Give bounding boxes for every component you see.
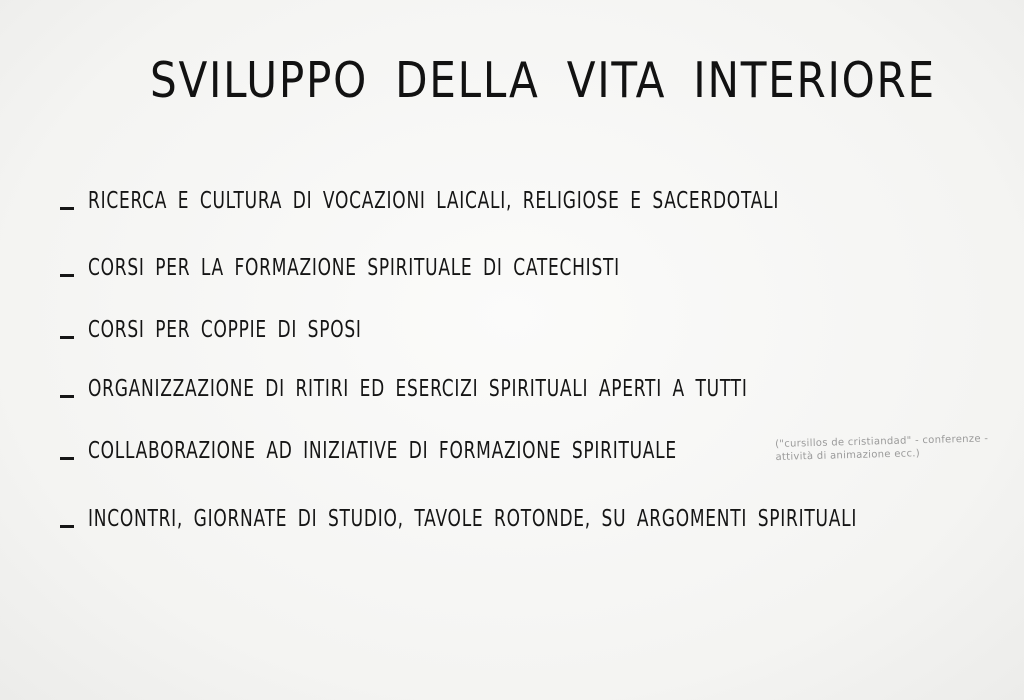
dash-bullet (60, 207, 74, 210)
list-item-text: COLLABORAZIONE AD INIZIATIVE DI FORMAZIONE SPIRITUALE (88, 438, 677, 464)
list-item (60, 376, 979, 402)
dash-bullet (60, 336, 74, 339)
list-item-text: ORGANIZZAZIONE DI RITIRI ED ESERCIZI SPIRITUALI APERTI A TUTTI (88, 376, 748, 402)
dash-bullet (60, 525, 74, 528)
list-item (60, 438, 884, 464)
side-note (775, 431, 1024, 464)
dash-bullet (60, 457, 74, 460)
dash-bullet (60, 395, 74, 398)
list-item-text: CORSI PER COPPIE DI SPOSI (88, 317, 362, 343)
page-title: SVILUPPO DELLA VITA INTERIORE (150, 52, 936, 109)
dash-bullet (60, 274, 74, 277)
side-note-line: ("cursillos de cristiandad" - conferenze - (775, 433, 989, 450)
list-item-text: RICERCA E CULTURA DI VOCAZIONI LAICALI, RELIGIOSE E SACERDOTALI (88, 188, 780, 214)
list-item (60, 506, 1024, 532)
side-note-line: attività di animazione ecc.) (775, 448, 921, 463)
list-item (60, 317, 458, 343)
list-item-text: INCONTRI, GIORNATE DI STUDIO, TAVOLE ROTONDE, SU ARGOMENTI SPIRITUALI (88, 506, 858, 532)
list-item (60, 255, 807, 281)
list-item (60, 188, 1022, 214)
list-item-text: CORSI PER LA FORMAZIONE SPIRITUALE DI CATECHISTI (88, 255, 620, 281)
